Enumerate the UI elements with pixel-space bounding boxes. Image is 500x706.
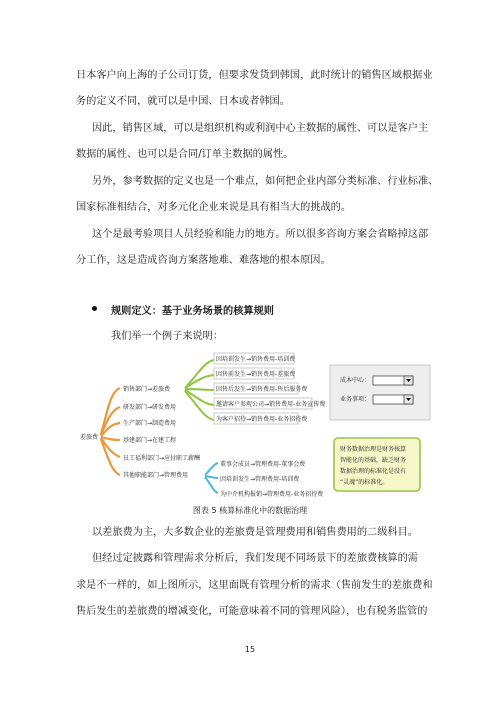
figure-caption: 图表 5 核算标准化中的数据治理 (192, 506, 308, 515)
section-heading: 规则定义：基于业务场景的核算规则 (111, 306, 274, 317)
paragraph-1-line-2: 务的定义不同，就可以是中国、日本或者韩国。 (76, 96, 290, 107)
note-line-1: 财务数据治理是财务核算 (340, 446, 407, 453)
page-number: 15 (244, 645, 256, 654)
form-panel (330, 365, 430, 420)
note-line-3: 数据治理的标准化是没有 (340, 468, 407, 475)
admin-scenario-board: 董事会成员→管理费用-董事会费 (220, 461, 306, 468)
admin-connectors (205, 463, 218, 493)
section-intro: 我们举一个例子来说明： (111, 331, 224, 342)
form-label-business-item: 业务事项： (340, 396, 371, 403)
paragraph-6-line-3: 售后发生的差旅费的增减变化，可能意味着不同的管理风险），也有税务监管的 (76, 606, 428, 617)
sales-scenario-hospitality: 为客户招待→销售费用-业务招待费 (216, 416, 308, 423)
dept-production: 生产部门→制造费用 (123, 420, 177, 427)
paragraph-3-line-2: 国家标准相结合，对多元化企业来说是具有相当大的挑战的。 (76, 202, 352, 213)
note-line-4: “灵魂”的标准化。 (340, 479, 389, 486)
sales-scenario-presale: 因售前发生→销售费用-差旅费 (216, 371, 296, 378)
paragraph-6-line-2: 求是不一样的，如上图所示，这里面既有管理分析的需求（售前发生的差旅费和 (76, 580, 433, 591)
sales-scenario-training: 因培训发生→销售费用-培训费 (216, 356, 296, 363)
paragraph-6-line-1: 但经过定披露和管理需求分析后，我们发现不同场景下的差旅费核算的需 (92, 553, 418, 564)
sales-scenario-visit: 邀请客户参观公司→销售费用-业务宣传费 (216, 401, 326, 408)
admin-scenario-agency: 为中介机构报销→管理费用-业务招待费 (220, 491, 324, 498)
paragraph-5-line-1: 以差旅费为主，大多数企业的差旅费是管理费用和销售费用的二级科目。 (92, 527, 418, 538)
paragraph-4-line-2: 分工作，这是造成咨询方案落地难、难落地的根本原因。 (76, 255, 331, 266)
dept-rnd: 研发部门→研发费用 (123, 404, 177, 411)
paragraph-2-line-1: 因此，销售区域，可以是组织机构或利润中心主数据的属性、可以是客户主 (92, 123, 429, 134)
paragraph-4-line-1: 这个是最考验项目人员经验和能力的地方。所以很多咨询方案会省略掉这部 (92, 229, 429, 240)
note-line-2: 智能化的基础，缺乏财务 (340, 457, 407, 464)
dept-construction: 基建部门→在建工程 (123, 437, 177, 444)
dept-admin: 其他职能部门→管理费用 (123, 472, 189, 479)
paragraph-3-line-1: 另外，参考数据的定义也是一个难点，如何把企业内部分类标准、行业标准、 (92, 176, 439, 187)
figure-root-label: 差旅费 (80, 434, 99, 441)
admin-scenario-training: 因培训发生→管理费用-培训费 (220, 476, 300, 483)
paragraph-2-line-2: 数据的属性、也可以是合同/订单主数据的属性。 (76, 149, 294, 160)
dept-sales: 销售部门→差旅费 (123, 386, 171, 393)
paragraph-1-line-1: 日本客户向上海的子公司订货，但要求发货到韩国，此时统计的销售区域根据业 (76, 70, 433, 81)
sales-connectors (185, 360, 214, 420)
form-label-cost-center: 成本中心： (340, 377, 371, 384)
dept-welfare: 员工福利部门→应付职工薪酬 (123, 455, 201, 462)
sales-scenario-aftersale: 因售后发生→销售费用-售后服务费 (216, 386, 308, 393)
root-connectors (101, 388, 120, 475)
